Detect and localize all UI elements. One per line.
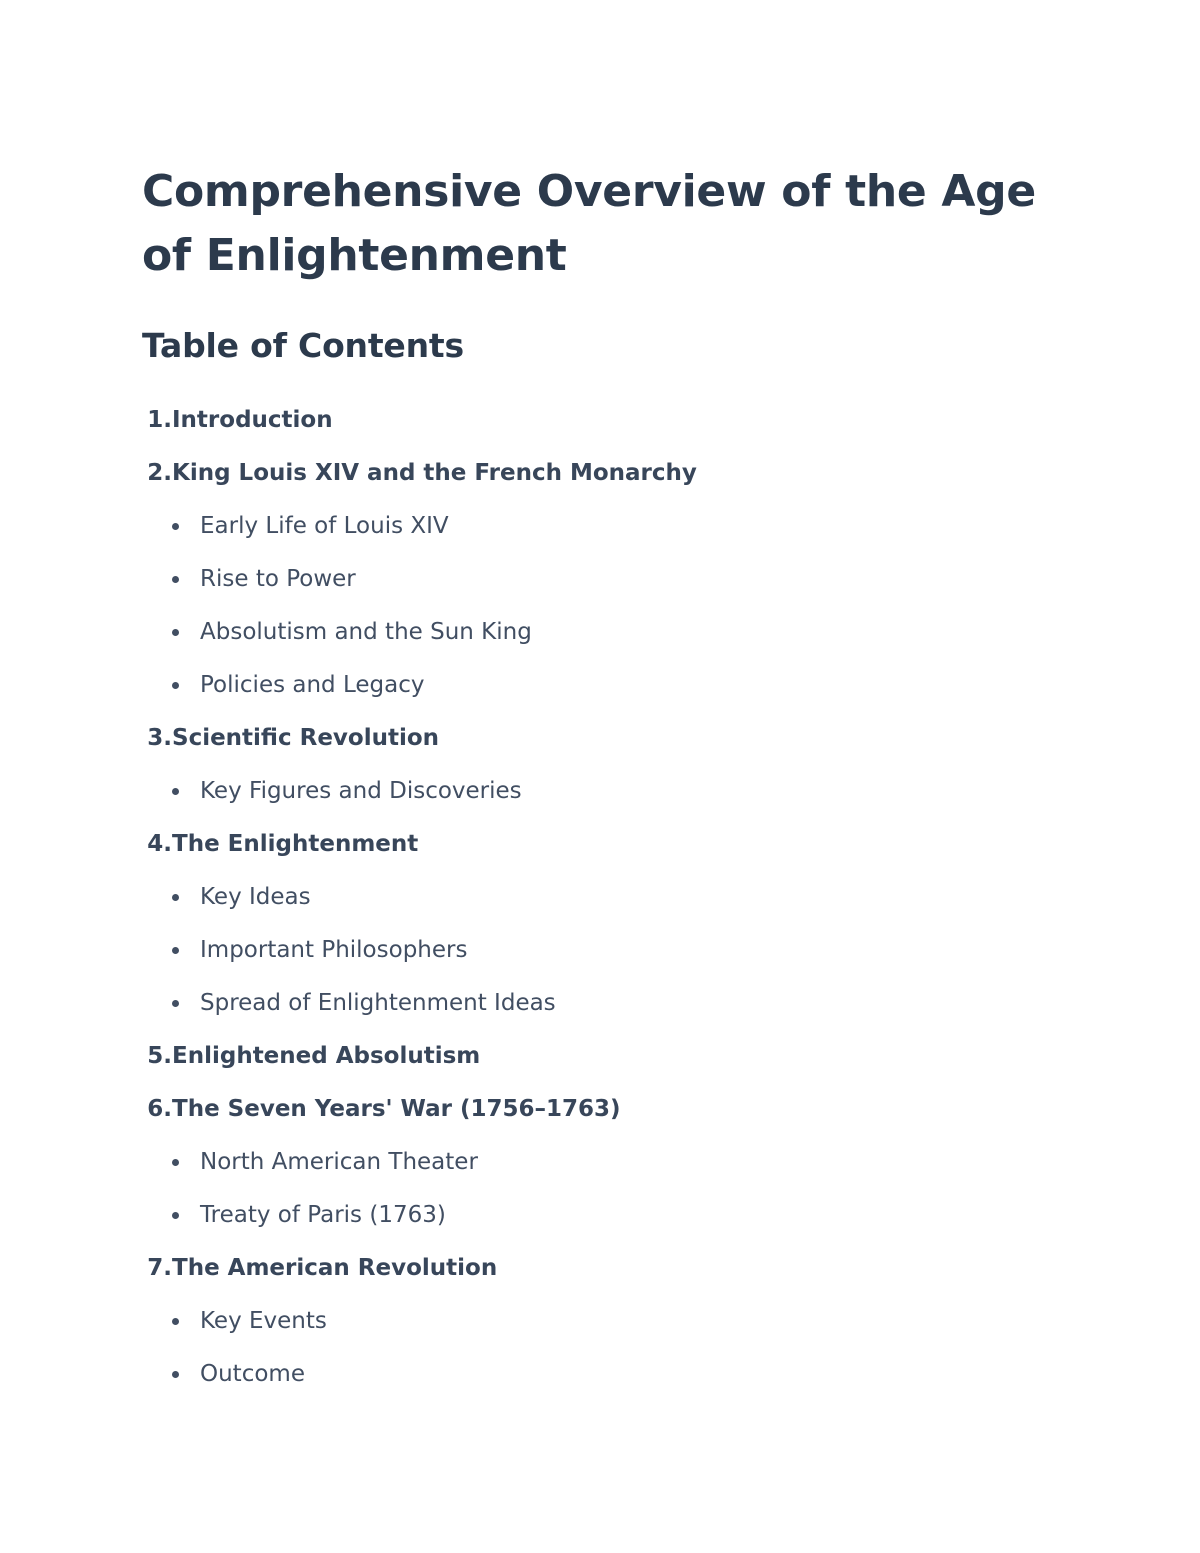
document-page [142,160,1062,1417]
bullet-icon [172,788,179,795]
toc-item-seven-years-war [142,1083,1062,1242]
toc-subitem-label: Absolutism and the Sun King [200,619,532,645]
bullet-icon [172,1000,179,1007]
toc-subitem-label: North American Theater [200,1149,478,1175]
toc-subitem[interactable] [142,659,1062,712]
toc-subitem-label: Key Figures and Discoveries [200,778,522,804]
toc-sublist [142,765,1062,818]
toc-subitem[interactable] [142,1348,1062,1401]
toc-item-link[interactable]: The American Revolution [172,1255,498,1281]
toc-subitem-label: Important Philosophers [200,937,468,963]
toc-subitem[interactable] [142,1295,1062,1348]
bullet-icon [172,1318,179,1325]
table-of-contents [142,394,1062,1401]
toc-heading: Table of Contents [142,326,464,365]
toc-subitem-label: Early Life of Louis XIV [200,513,449,539]
toc-sublist [142,1295,1062,1401]
toc-sublist [142,1136,1062,1242]
bullet-icon [172,894,179,901]
toc-subitem[interactable] [142,1136,1062,1189]
toc-item-number: 2. [147,460,172,486]
bullet-icon [172,1212,179,1219]
toc-item-scientific-revolution [142,712,1062,818]
toc-subitem[interactable] [142,765,1062,818]
bullet-icon [172,947,179,954]
toc-item-link[interactable]: Enlightened Absolutism [172,1043,481,1069]
toc-item-number: 6. [147,1096,172,1122]
bullet-icon [172,523,179,530]
toc-item-louis-xiv [142,447,1062,712]
document-title: Comprehensive Overview of the Age of Enlightenment [142,166,1036,281]
toc-item-link[interactable]: Introduction [172,407,333,433]
toc-subitem-label: Key Ideas [200,884,311,910]
toc-item-link[interactable]: The Enlightenment [172,831,419,857]
toc-item-number: 4. [147,831,172,857]
toc-subitem-label: Key Events [200,1308,327,1334]
toc-subitem[interactable] [142,553,1062,606]
toc-subitem-label: Outcome [200,1361,305,1387]
toc-subitem-label: Policies and Legacy [200,672,425,698]
toc-item-enlightened-absolutism [142,1030,1062,1083]
toc-subitem-label: Rise to Power [200,566,356,592]
toc-item-number: 3. [147,725,172,751]
toc-subitem-label: Spread of Enlightenment Ideas [200,990,556,1016]
toc-item-link[interactable]: Scientific Revolution [172,725,440,751]
toc-subitem[interactable] [142,924,1062,977]
toc-subitem[interactable] [142,977,1062,1030]
toc-subitem[interactable] [142,606,1062,659]
toc-item-number: 7. [147,1255,172,1281]
toc-item-american-revolution [142,1242,1062,1401]
toc-subitem-label: Treaty of Paris (1763) [200,1202,446,1228]
toc-subitem[interactable] [142,871,1062,924]
bullet-icon [172,682,179,689]
bullet-icon [172,576,179,583]
bullet-icon [172,1159,179,1166]
toc-item-enlightenment [142,818,1062,1030]
bullet-icon [172,1371,179,1378]
toc-subitem[interactable] [142,500,1062,553]
toc-item-link[interactable]: The Seven Years' War (1756–1763) [172,1096,621,1122]
toc-item-number: 1. [147,407,172,433]
toc-item-introduction [142,394,1062,447]
toc-sublist [142,871,1062,1030]
toc-sublist [142,500,1062,712]
bullet-icon [172,629,179,636]
toc-subitem[interactable] [142,1189,1062,1242]
toc-item-link[interactable]: King Louis XIV and the French Monarchy [172,460,697,486]
toc-item-number: 5. [147,1043,172,1069]
